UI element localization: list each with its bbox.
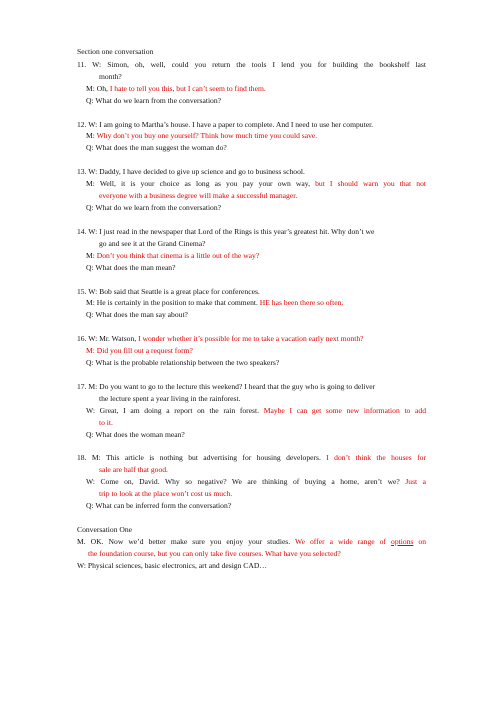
q17-answer-b: to it. bbox=[99, 417, 113, 427]
q13-man bbox=[77, 178, 426, 190]
question-15 bbox=[77, 286, 426, 322]
q12-line1: 12. W: I am going to Martha’s house. I have a paper to complete. And I need to use her computer. bbox=[77, 119, 374, 129]
conv-answer-a: We offer a wide range of bbox=[295, 536, 392, 546]
question-13 bbox=[77, 166, 426, 214]
question-14 bbox=[77, 226, 426, 274]
q18-question: Q: What can be inferred form the conversation? bbox=[86, 501, 232, 511]
q15-line1: 15. W: Bob said that Seattle is a great place for conferences. bbox=[77, 286, 260, 296]
q17-line2: the lecture spent a year living in the rainforest. bbox=[99, 393, 241, 403]
q12-answer: Why don’t you buy one yourself? Think how much time you could save. bbox=[96, 131, 318, 141]
q15-man bbox=[77, 297, 426, 309]
conversation-one bbox=[77, 524, 426, 572]
q11-line1: 11. W: Simon, oh, well, could you return the tools I lend you for building the bookshelf last bbox=[77, 59, 426, 69]
q12-man bbox=[77, 130, 426, 142]
q17-line1: 17. M: Do you want to go to the lecture this weekend? I heard that the guy who is going to deliver bbox=[77, 381, 376, 391]
question-17 bbox=[77, 381, 426, 441]
q16-answer-a: I wonder whether it’s possible for me to take a vacation early next month? bbox=[138, 334, 364, 344]
q14-answer: Don’t you think that cinema is a little out of the way? bbox=[96, 250, 260, 260]
q17-answer-a: Maybe I can get some new information to add bbox=[263, 405, 426, 415]
q18-answer-b: sale are half that good. bbox=[99, 465, 168, 475]
conv-answer-options: options bbox=[391, 536, 414, 546]
q18-line1 bbox=[77, 452, 426, 464]
q13-man-prefix: M: Well, it is your choice as long as you pay your own way, bbox=[86, 179, 316, 189]
q13-answer-b: everyone with a business degree will make a successful manager. bbox=[99, 191, 298, 201]
q12-man-prefix: M: bbox=[86, 131, 97, 141]
q14-question: Q: What does the man mean? bbox=[86, 262, 176, 272]
section-title: Section one conversation bbox=[77, 47, 154, 56]
q11-question: Q: What do we learn from the conversation? bbox=[86, 95, 222, 105]
question-12 bbox=[77, 119, 426, 155]
conv-answer-on: on bbox=[413, 536, 426, 546]
q14-line2: go and see it at the Grand Cinema? bbox=[99, 238, 206, 248]
q15-question: Q: What does the man say about? bbox=[86, 310, 188, 320]
conv-man-prefix: M. OK. Now we’d better make sure you enjoy your studies. bbox=[77, 536, 296, 546]
q18-answer-c: Just a bbox=[405, 477, 427, 487]
q17-question: Q: What does the woman mean? bbox=[86, 429, 185, 439]
q16-prefix: 16. W: Mr. Watson, bbox=[77, 334, 139, 344]
q18-prefix: 18. M: This article is nothing but advertising for housing developers. bbox=[77, 453, 327, 463]
q15-man-prefix: M: He is certainly in the position to make that comment. bbox=[86, 298, 260, 308]
q15-answer: HE has been there so often. bbox=[259, 298, 344, 308]
q16-line1 bbox=[77, 333, 426, 345]
conversation-one-man bbox=[77, 536, 426, 548]
q14-line1: 14. W: I just read in the newspaper that Lord of the Rings is this year’s greatest hit. Why don’t we bbox=[77, 226, 375, 236]
q18-woman-prefix: W: Come on, David. Why so negative? We are thinking of buying a home, aren’t we? bbox=[86, 477, 406, 487]
conversation-one-woman: W: Physical sciences, basic electronics, art and design CAD… bbox=[77, 560, 267, 570]
q11-line2: month? bbox=[99, 71, 122, 81]
q18-answer-d: trip to look at the place won’t cost us much. bbox=[99, 489, 233, 499]
q13-question: Q: What do we learn from the conversation? bbox=[86, 202, 222, 212]
q14-man bbox=[77, 250, 426, 262]
q16-answer-b: M: Did you fill out a request form? bbox=[86, 346, 193, 356]
q11-man-prefix: M: Oh, bbox=[86, 83, 110, 93]
conv-answer-b: the foundation course, but you can only take five courses. What have you selected? bbox=[88, 548, 341, 558]
q14-man-prefix: M: bbox=[86, 250, 97, 260]
q11-man bbox=[77, 83, 426, 95]
q13-line1: 13. W: Daddy, I have decided to give up science and go to business school. bbox=[77, 167, 305, 177]
q16-question: Q: What is the probable relationship between the two speakers? bbox=[86, 358, 280, 368]
q12-question: Q: What does the man suggest the woman do? bbox=[86, 143, 227, 153]
q17-woman-prefix: W: Great, I am doing a report on the rain forest. bbox=[86, 405, 264, 415]
q13-answer-a: but I should warn you that not bbox=[315, 179, 426, 189]
q11-answer: I hate to tell you this, but I can’t seem to find them. bbox=[109, 83, 266, 93]
conversation-one-title: Conversation One bbox=[77, 525, 133, 534]
q18-answer-a: I don’t think the houses for bbox=[326, 453, 426, 463]
question-18 bbox=[77, 452, 426, 512]
q17-woman bbox=[77, 405, 426, 417]
question-16 bbox=[77, 333, 426, 369]
question-11 bbox=[77, 59, 426, 107]
q18-woman bbox=[77, 476, 426, 488]
